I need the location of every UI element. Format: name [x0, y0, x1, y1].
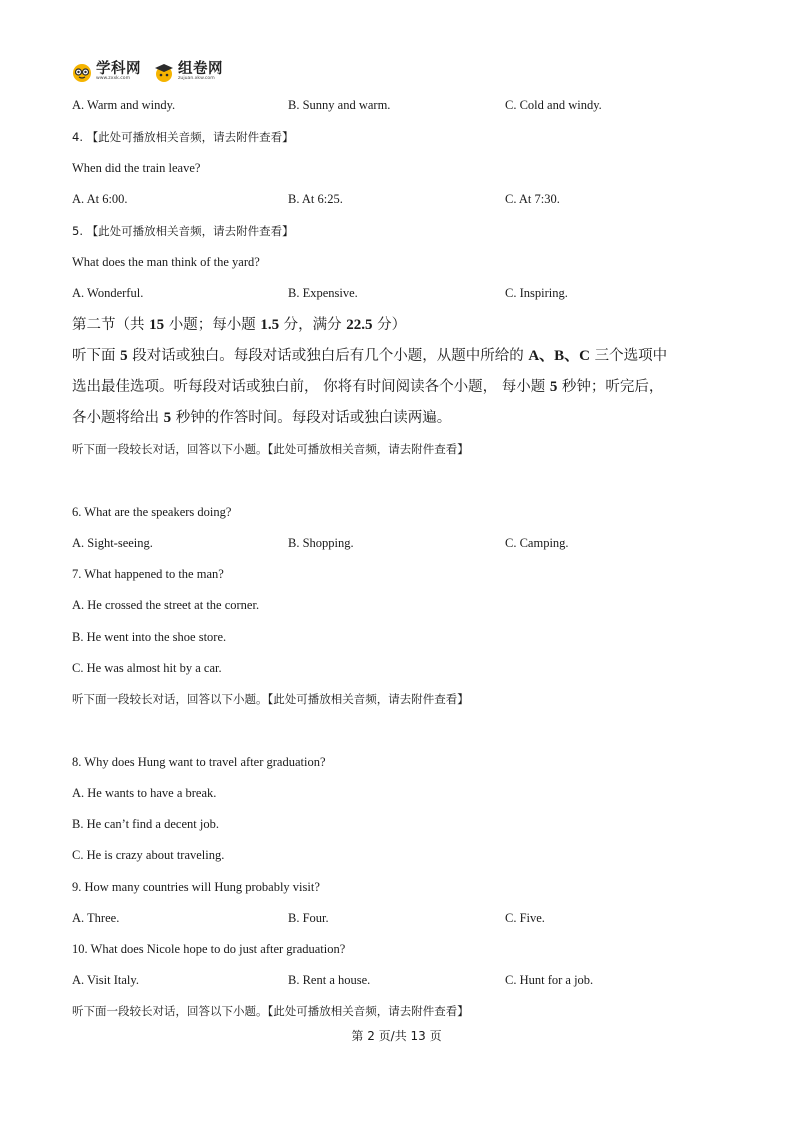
q5-option-b: B. Expensive. — [288, 286, 358, 300]
owl-face-icon — [71, 61, 93, 83]
q5-audio-note: 5. 【此处可播放相关音频，请去附件查看】 — [72, 224, 294, 238]
q6-option-b: B. Shopping. — [288, 536, 354, 550]
q10-question: 10. What does Nicole hope to do just after graduation? — [72, 942, 346, 956]
q7-option-a: A. He crossed the street at the corner. — [72, 598, 260, 612]
q9-option-b: B. Four. — [288, 911, 329, 925]
logo-name: 学科网 — [96, 60, 141, 77]
q7-question: 7. What happened to the man? — [72, 567, 224, 581]
q3-option-c: C. Cold and windy. — [505, 98, 602, 112]
q8-option-b: B. He can’t find a decent job. — [72, 817, 219, 831]
q3-option-a: A. Warm and windy. — [72, 98, 176, 112]
q10-option-b: B. Rent a house. — [288, 973, 371, 987]
logo-name: 组卷网 — [178, 60, 223, 77]
logo-url: zujuan.xkw.com — [178, 76, 215, 82]
q8-question: 8. Why does Hung want to travel after graduation? — [72, 755, 326, 769]
q10-option-c: C. Hunt for a job. — [505, 973, 594, 987]
q4-question: When did the train leave? — [72, 161, 201, 175]
q5-question: What does the man think of the yard? — [72, 255, 260, 269]
dialogue-instruction: 听下面一段较长对话，回答以下小题。【此处可播放相关音频，请去附件查看】 — [72, 442, 469, 456]
page-number: 第 2 页/共 13 页 — [351, 1029, 442, 1043]
q7-option-c: C. He was almost hit by a car. — [72, 661, 222, 675]
xuekewang-logo — [71, 61, 141, 83]
q9-option-a: A. Three. — [72, 911, 120, 925]
section-intro-line-2: 选出最佳选项。听每段对话或独白前， 你将有时间阅读各个小题， 每小题 5 秒钟；听完后， — [72, 379, 664, 395]
q9-option-c: C. Five. — [505, 911, 545, 925]
q6-question: 6. What are the speakers doing? — [72, 505, 232, 519]
q6-option-c: C. Camping. — [505, 536, 569, 550]
q5-option-c: C. Inspiring. — [505, 286, 568, 300]
q7-option-b: B. He went into the shoe store. — [72, 630, 227, 644]
header-logos — [71, 58, 223, 86]
q8-option-a: A. He wants to have a break. — [72, 786, 217, 800]
section-title: 第二节（共 15 小题；每小题 1.5 分，满分 22.5 分） — [72, 317, 407, 333]
q4-option-b: B. At 6:25. — [288, 192, 343, 206]
q9-question: 9. How many countries will Hung probably visit? — [72, 880, 320, 894]
q4-audio-note: 4. 【此处可播放相关音频，请去附件查看】 — [72, 130, 294, 144]
q4-option-a: A. At 6:00. — [72, 192, 128, 206]
q8-option-c: C. He is crazy about traveling. — [72, 848, 225, 862]
q6-option-a: A. Sight-seeing. — [72, 536, 153, 550]
q4-option-c: C. At 7:30. — [505, 192, 560, 206]
zujuanwang-logo — [153, 61, 223, 83]
dialogue-instruction: 听下面一段较长对话，回答以下小题。【此处可播放相关音频，请去附件查看】 — [72, 692, 469, 706]
q5-option-a: A. Wonderful. — [72, 286, 144, 300]
section-intro-line-1: 听下面 5 段对话或独白。每段对话或独白后有几个小题，从题中所给的 A、B、C 三个选项中 — [72, 348, 668, 364]
logo-url: www.zxxk.com — [96, 76, 131, 82]
graduation-cap-icon — [153, 61, 175, 83]
q10-option-a: A. Visit Italy. — [72, 973, 139, 987]
q3-option-b: B. Sunny and warm. — [288, 98, 391, 112]
dialogue-instruction: 听下面一段较长对话，回答以下小题。【此处可播放相关音频，请去附件查看】 — [72, 1004, 469, 1018]
section-intro-line-3: 各小题将给出 5 秒钟的作答时间。每段对话或独白读两遍。 — [72, 410, 452, 426]
